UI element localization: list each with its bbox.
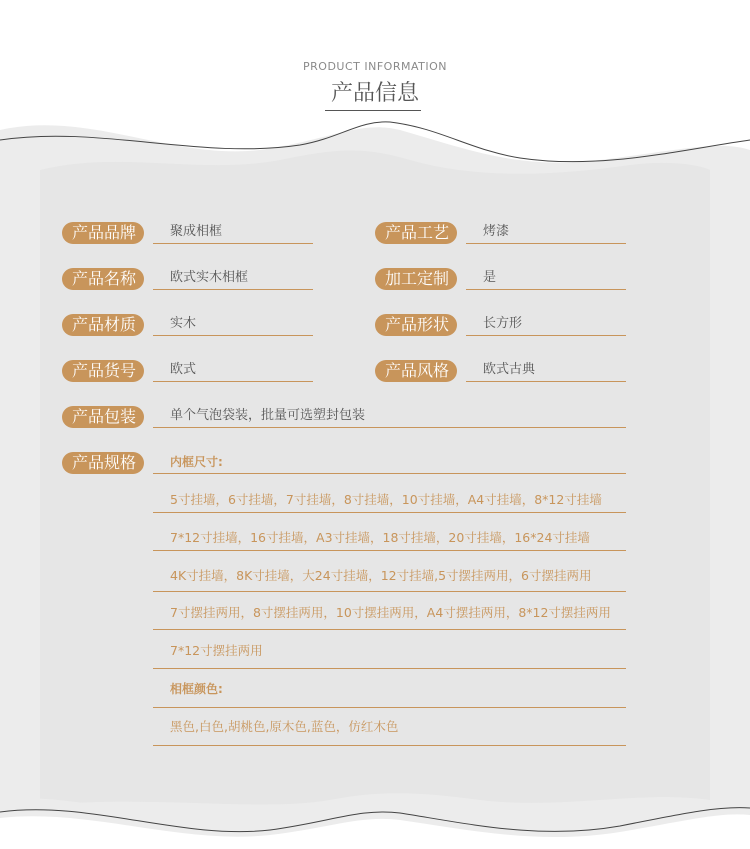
- label-custom: 加工定制: [375, 268, 457, 290]
- label-name: 产品名称: [62, 268, 144, 290]
- english-title: PRODUCT INFORMATION: [303, 60, 447, 73]
- title-underline: [325, 110, 421, 111]
- label-packaging: 产品包装: [62, 406, 144, 428]
- divider: [153, 550, 626, 551]
- divider: [153, 243, 313, 244]
- value-brand: 聚成相框: [170, 224, 223, 239]
- value-item-no: 欧式: [170, 362, 197, 377]
- value-packaging: 单个气泡袋装，批量可选塑封包装: [170, 408, 366, 423]
- divider: [153, 707, 626, 708]
- size-line: 7*12寸摆挂两用: [170, 643, 263, 658]
- color-line: 黑色,白色,胡桃色,原木色,蓝色，仿红木色: [170, 719, 399, 734]
- size-line: 5寸挂墙，6寸挂墙，7寸挂墙，8寸挂墙，10寸挂墙，A4寸挂墙，8*12寸挂墙: [170, 492, 602, 507]
- size-heading: 内框尺寸:: [170, 455, 223, 469]
- value-shape: 长方形: [483, 316, 523, 331]
- divider: [153, 473, 626, 474]
- label-craft: 产品工艺: [375, 222, 457, 244]
- divider: [153, 381, 313, 382]
- divider: [466, 335, 626, 336]
- divider: [466, 381, 626, 382]
- label-item-no: 产品货号: [62, 360, 144, 382]
- value-style: 欧式古典: [483, 362, 536, 377]
- divider: [153, 629, 626, 630]
- divider: [153, 335, 313, 336]
- page-header: [0, 0, 750, 120]
- divider: [466, 243, 626, 244]
- value-craft: 烤漆: [483, 224, 510, 239]
- divider: [153, 512, 626, 513]
- label-brand: 产品品牌: [62, 222, 144, 244]
- divider: [153, 668, 626, 669]
- divider: [153, 591, 626, 592]
- label-spec: 产品规格: [62, 452, 144, 474]
- size-line: 4K寸挂墙，8K寸挂墙，大24寸挂墙，12寸挂墙,5寸摆挂两用，6寸摆挂两用: [170, 568, 592, 583]
- divider: [153, 289, 313, 290]
- color-heading: 相框颜色:: [170, 682, 223, 696]
- label-material: 产品材质: [62, 314, 144, 336]
- label-shape: 产品形状: [375, 314, 457, 336]
- size-line: 7寸摆挂两用，8寸摆挂两用，10寸摆挂两用，A4寸摆挂两用，8*12寸摆挂两用: [170, 605, 611, 620]
- divider: [466, 289, 626, 290]
- label-style: 产品风格: [375, 360, 457, 382]
- value-material: 实木: [170, 316, 197, 331]
- page-title: 产品信息: [330, 81, 419, 106]
- divider: [153, 427, 626, 428]
- value-name: 欧式实木相框: [170, 270, 249, 285]
- value-custom: 是: [483, 270, 497, 285]
- divider: [153, 745, 626, 746]
- size-line: 7*12寸挂墙，16寸挂墙，A3寸挂墙，18寸挂墙，20寸挂墙，16*24寸挂墙: [170, 530, 590, 545]
